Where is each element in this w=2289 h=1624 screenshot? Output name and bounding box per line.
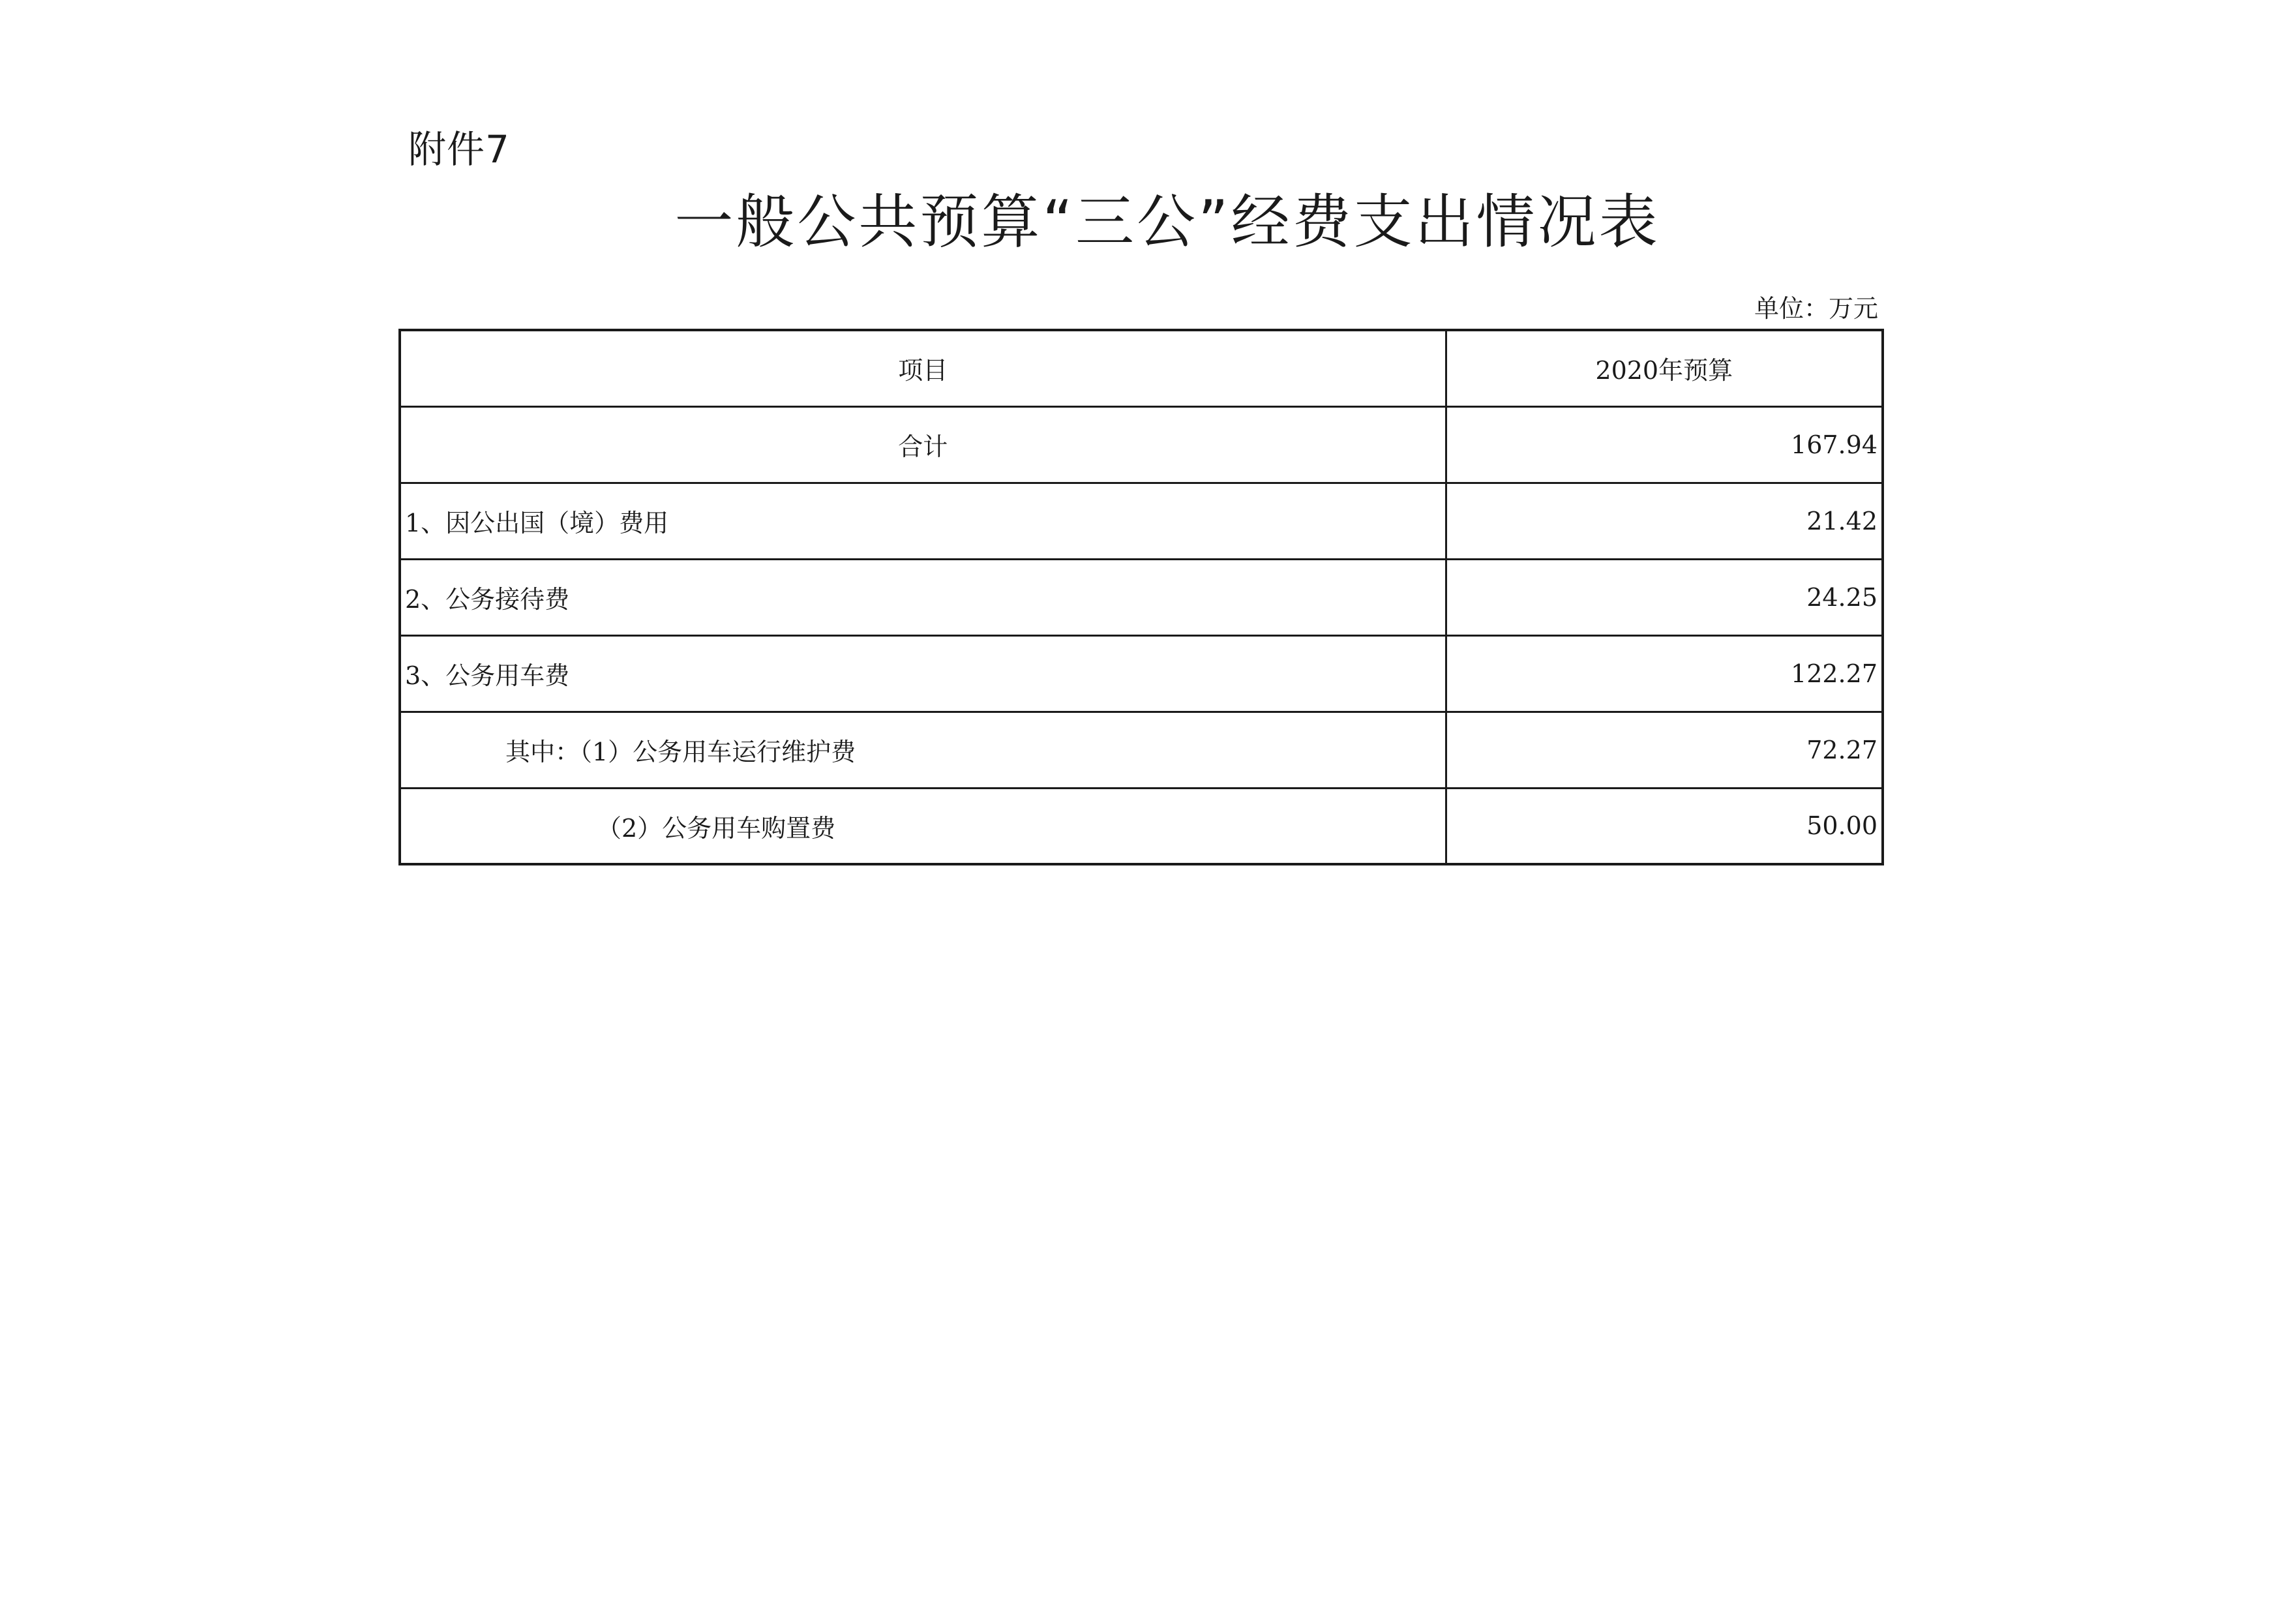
row-value-vehicle: 122.27 — [1446, 635, 1883, 712]
row-value-vehicle-purchase: 50.00 — [1446, 788, 1883, 864]
row-value-vehicle-maintenance: 72.27 — [1446, 712, 1883, 788]
unit-label: 单位：万元 — [1754, 294, 1878, 323]
budget-table — [398, 329, 1884, 865]
row-item-vehicle-maintenance: 其中：（1）公务用车运行维护费 — [400, 712, 1446, 788]
table-row — [400, 559, 1883, 635]
table-row — [400, 788, 1883, 864]
row-item-reception: 2、公务接待费 — [400, 559, 1446, 635]
row-value-total: 167.94 — [1446, 406, 1883, 483]
row-value-reception: 24.25 — [1446, 559, 1883, 635]
table-header-row — [400, 330, 1883, 406]
table-row — [400, 635, 1883, 712]
header-item: 项目 — [400, 330, 1446, 406]
row-item-vehicle-purchase: （2）公务用车购置费 — [400, 788, 1446, 864]
header-budget-2020: 2020年预算 — [1446, 330, 1883, 406]
row-item-vehicle: 3、公务用车费 — [400, 635, 1446, 712]
row-item-overseas: 1、因公出国（境）费用 — [400, 483, 1446, 559]
table-row — [400, 483, 1883, 559]
attachment-label: 附件7 — [408, 127, 510, 172]
table-row — [400, 712, 1883, 788]
row-item-total: 合计 — [400, 406, 1446, 483]
row-value-overseas: 21.42 — [1446, 483, 1883, 559]
table-row — [400, 406, 1883, 483]
page-title: 一般公共预算“三公”经费支出情况表 — [674, 188, 1660, 256]
